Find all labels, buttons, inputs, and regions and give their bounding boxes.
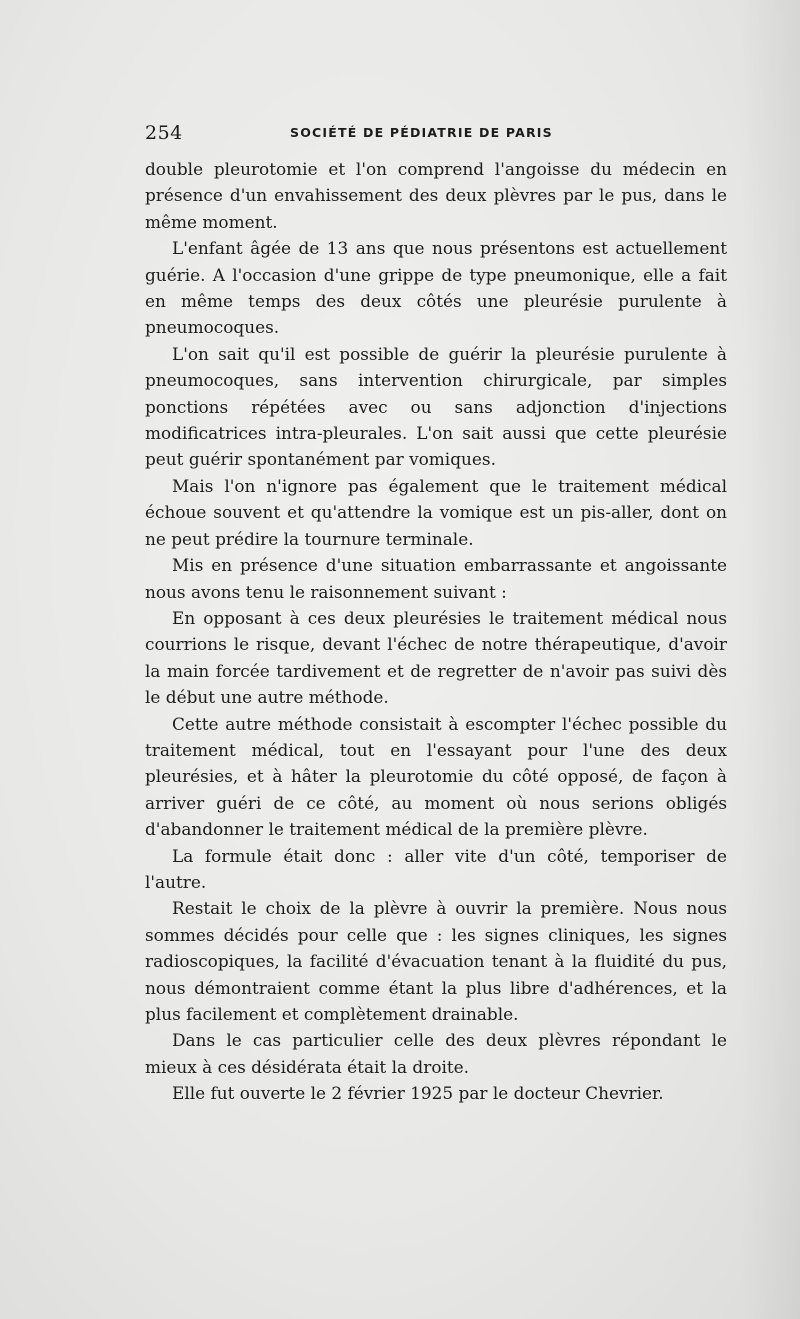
page-number: 254	[145, 122, 183, 144]
paragraph: Restait le choix de la plèvre à ouvrir la première. Nous nous sommes décidés pour celle que : les signes cliniques, les signes radioscopiques, la facilité d'évacuation tenant à la fluidité du pus, nous démontraient comme étant la plus libre d'adhérences, et la plus facilement et complètement drainable.	[145, 898, 727, 1024]
paragraph: double pleurotomie et l'on comprend l'angoisse du médecin en présence d'un envahissement des deux plèvres par le pus, dans le même moment.	[145, 159, 727, 232]
page-header	[145, 122, 725, 146]
paragraph: Mis en présence d'une situation embarrassante et angoissante nous avons tenu le raisonnement suivant :	[145, 555, 727, 602]
running-title: SOCIÉTÉ DE PÉDIATRIE DE PARIS	[290, 125, 553, 140]
paragraph: Mais l'on n'ignore pas également que le traitement médical échoue souvent et qu'attendre la vomique est un pis-aller, dont on ne peut prédire la tournure terminale.	[145, 475, 727, 549]
paragraph: Dans le cas particulier celle des deux plèvres répondant le mieux à ces désidérata était la droite.	[145, 1030, 727, 1077]
paragraph: L'enfant âgée de 13 ans que nous présentons est actuellement guérie. A l'occasion d'une grippe de type pneumonique, elle a fait en même temps des deux côtés une pleurésie purulente à pneumocoques.	[145, 238, 727, 338]
paragraph: Cette autre méthode consistait à escompter l'échec possible du traitement médical, tout en l'essayant pour l'une des deux pleurésies, et à hâter la pleurotomie du côté opposé, de façon à arriver guéri de ce côté, au moment où nous serions obligés d'abandonner le traitement médical de la première plèvre.	[145, 713, 727, 840]
paragraph: L'on sait qu'il est possible de guérir la pleurésie purulente à pneumocoques, sans intervention chirurgicale, par simples ponctions répétées avec ou sans adjonction d'injections modificatrices intra-pleurales. L'on sait aussi que cette pleurésie peut guérir spontanément par vomiques.	[145, 343, 727, 470]
paragraph: Elle fut ouverte le 2 février 1925 par le docteur Chevrier.	[172, 1083, 664, 1104]
paragraph: En opposant à ces deux pleurésies le traitement médical nous courrions le risque, devant l'échec de notre thérapeutique, d'avoir la main forcée tardivement et de regretter de n'avoir pas suivi dès le début une autre méthode.	[145, 607, 727, 708]
page-edge-shading	[740, 0, 800, 1319]
body-text	[145, 156, 727, 1107]
paragraph: La formule était donc : aller vite d'un côté, temporiser de l'autre.	[145, 845, 727, 892]
